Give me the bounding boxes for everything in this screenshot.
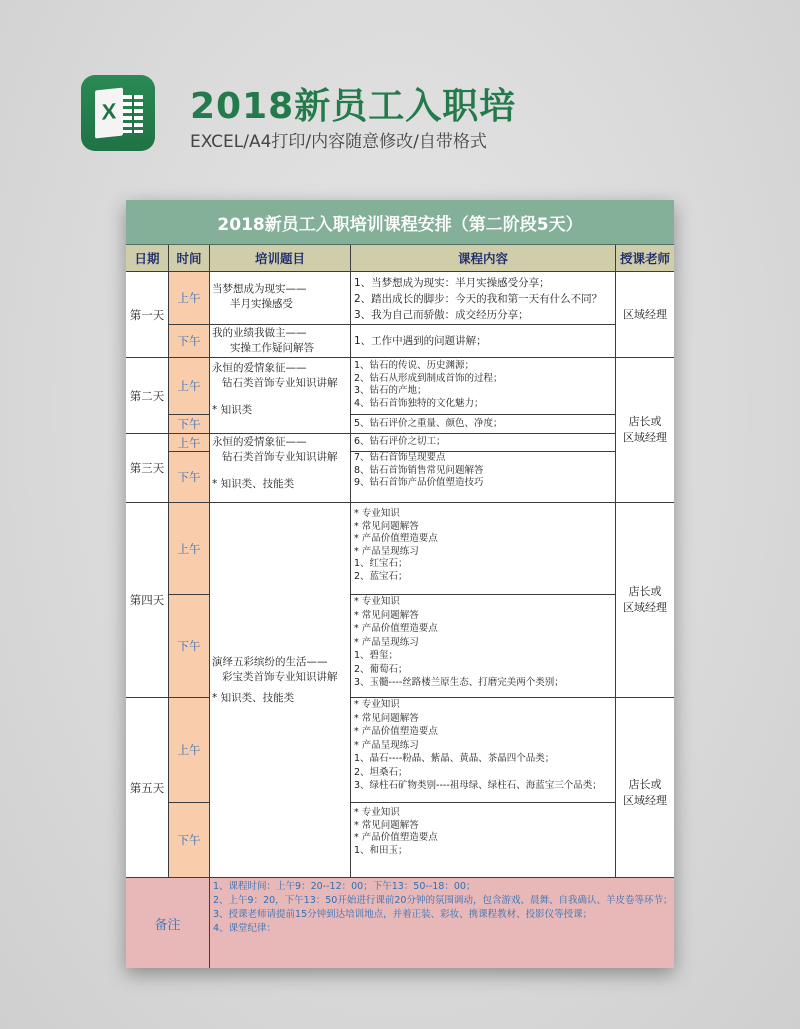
content-line: * 产品价值塑造要点: [354, 533, 438, 544]
topic-line: * 知识类: [212, 404, 253, 416]
topic-line: 我的业绩我做主——: [212, 327, 307, 339]
content-line: * 常见问题解答: [354, 712, 419, 724]
content-line: * 产品价值塑造要点: [354, 726, 438, 737]
day-3-am-content: [351, 434, 616, 452]
day-4-am: 上午: [169, 503, 210, 595]
notes-label: 备注: [126, 878, 210, 968]
topic-line: 半月实操感受: [230, 298, 293, 310]
banner-title: 2018新员工入职培: [190, 86, 517, 127]
day-5-label: 第五天: [126, 698, 169, 878]
teacher-line: 区域经理: [623, 793, 667, 807]
topic-line: 演绎五彩缤纷的生活——: [212, 656, 328, 668]
excel-icon-grid: [123, 95, 143, 133]
teacher-line: 区域经理: [623, 431, 667, 444]
content-line: * 专业知识: [354, 596, 400, 607]
topic-line: 永恒的爱情象征——: [212, 436, 307, 448]
content-line: 1、当梦想成为现实：半月实操感受分享；: [354, 277, 550, 289]
content-line: * 专业知识: [354, 699, 400, 710]
day-1-am-content: [351, 272, 616, 325]
content-line: 2、踏出成长的脚步：今天的我和第一天有什么不同？: [354, 293, 603, 305]
day-3-pm: 下午: [169, 452, 210, 503]
day-1-teacher: [616, 272, 674, 358]
day-2-am: 上午: [169, 358, 210, 415]
day-4-label: 第四天: [126, 503, 169, 698]
content-line: 6、钻石评价之切工；: [354, 436, 446, 447]
day-2-pm: 下午: [169, 415, 210, 434]
notes-line: 1、课程时间：上午9：20--12：00；下午13：50--18：00；: [213, 881, 476, 892]
day-1-pm: 下午: [169, 325, 210, 358]
content-line: 3、玉髓----丝路楼兰原生态、打磨完美两个类别；: [354, 677, 564, 688]
topic-line: 彩宝类首饰专业知识讲解: [222, 671, 338, 683]
header-time: 时间: [169, 245, 210, 272]
banner-subtitle: EXCEL/A4打印/内容随意修改/自带格式: [190, 132, 487, 152]
day-3-label: 第三天: [126, 434, 169, 503]
header-date: 日期: [126, 245, 169, 272]
day-2-pm-content: [351, 415, 616, 434]
content-line: 1、工作中遇到的问题讲解；: [354, 335, 487, 347]
day-4-am-content: [351, 503, 616, 595]
teacher-line: 店长或: [628, 777, 662, 791]
day-3-pm-content: [351, 452, 616, 503]
day-5-teacher: [616, 698, 674, 878]
teacher-line: 区域经理: [623, 307, 667, 321]
header-teacher: 授课老师: [616, 245, 674, 272]
topic-line: * 知识类、技能类: [212, 478, 295, 490]
content-line: 1、和田玉；: [354, 844, 408, 856]
schedule-sheet: [126, 200, 674, 968]
content-line: 2、蓝宝石；: [354, 570, 408, 582]
day-4-pm-content: [351, 595, 616, 698]
content-line: 8、钻石首饰销售常见问题解答: [354, 464, 484, 476]
header-topic: 培训题目: [210, 245, 351, 272]
content-line: * 产品呈现练习: [354, 636, 419, 648]
content-line: 1、红宝石；: [354, 558, 408, 569]
content-line: 4、钻石首饰独特的文化魅力；: [354, 397, 484, 409]
topic-line: 实操工作疑问解答: [230, 342, 314, 354]
header-content: 课程内容: [351, 245, 616, 272]
day-1-pm-topic: [210, 325, 351, 358]
content-line: 1、晶石----粉晶、紫晶、黄晶、茶晶四个品类；: [354, 753, 555, 764]
topic-line: * 知识类、技能类: [212, 692, 295, 704]
day-1-label: 第一天: [126, 272, 169, 358]
notes-line: 2、上午9：20，下午13：50开始进行课前20分钟的氛围调动，包含游戏、晨舞、自我确认、羊皮卷等环节；: [213, 895, 673, 906]
day-2-topic: [210, 358, 351, 434]
day-1-pm-content: [351, 325, 616, 358]
day-5-pm: 下午: [169, 803, 210, 878]
day-2-3-teacher: [616, 358, 674, 503]
content-line: * 产品价值塑造要点: [354, 832, 438, 843]
teacher-line: 店长或: [628, 585, 662, 598]
topic-line: 钻石类首饰专业知识讲解: [222, 451, 338, 463]
day-4-5-topic: [210, 503, 351, 878]
day-5-pm-content: [351, 803, 616, 878]
notes-line: 4、课堂纪律：: [213, 923, 277, 934]
content-line: 1、钻石的传说、历史渊源；: [354, 360, 475, 371]
content-line: 2、钻石从形成到制成首饰的过程；: [354, 372, 503, 384]
banner: [0, 0, 800, 170]
day-2-am-content: [351, 358, 616, 415]
content-line: 3、我为自己而骄傲：成交经历分享；: [354, 309, 529, 321]
content-line: * 常见问题解答: [354, 609, 419, 621]
excel-icon-letter: X: [101, 98, 117, 125]
topic-line: 钻石类首饰专业知识讲解: [222, 377, 338, 389]
teacher-line: 区域经理: [623, 601, 667, 614]
content-line: * 常见问题解答: [354, 819, 419, 831]
notes-body: [210, 878, 674, 968]
content-line: 5、钻石评价之重量、颜色、净度；: [354, 418, 503, 429]
content-line: * 常见问题解答: [354, 520, 419, 532]
content-line: 3、钻石的产地；: [354, 385, 427, 396]
content-line: * 专业知识: [354, 508, 400, 519]
content-line: * 产品呈现练习: [354, 545, 419, 557]
excel-icon-sheet: [95, 88, 123, 139]
day-2-label: 第二天: [126, 358, 169, 434]
day-3-topic: [210, 434, 351, 503]
content-line: * 产品价值塑造要点: [354, 623, 438, 634]
content-line: 1、碧玺；: [354, 650, 399, 661]
content-line: 3、绿柱石矿物类别----祖母绿、绿柱石、海蓝宝三个品类；: [354, 780, 602, 791]
notes-line: 3、授课老师请提前15分钟到达培训地点，并着正装、彩妆、携课程教材、投影仪等授课；: [213, 909, 593, 920]
content-line: 7、钻石首饰呈现要点: [354, 452, 446, 463]
excel-icon: [81, 75, 155, 151]
content-line: 2、葡萄石；: [354, 663, 408, 675]
day-4-teacher: [616, 503, 674, 698]
topic-line: 当梦想成为现实——: [212, 283, 307, 295]
content-line: * 专业知识: [354, 807, 400, 818]
teacher-line: 店长或: [628, 415, 662, 428]
day-4-pm: 下午: [169, 595, 210, 698]
sheet-title: 2018新员工入职培训课程安排（第二阶段5天）: [126, 200, 674, 245]
topic-line: 永恒的爱情象征——: [212, 362, 307, 374]
day-5-am: 上午: [169, 698, 210, 803]
content-line: 2、坦桑石；: [354, 766, 408, 778]
content-line: * 产品呈现练习: [354, 739, 419, 751]
day-1-am: 上午: [169, 272, 210, 325]
day-1-am-topic: [210, 272, 351, 325]
content-line: 9、钻石首饰产品价值塑造技巧: [354, 477, 484, 488]
day-5-am-content: [351, 698, 616, 803]
day-3-am: 上午: [169, 434, 210, 452]
